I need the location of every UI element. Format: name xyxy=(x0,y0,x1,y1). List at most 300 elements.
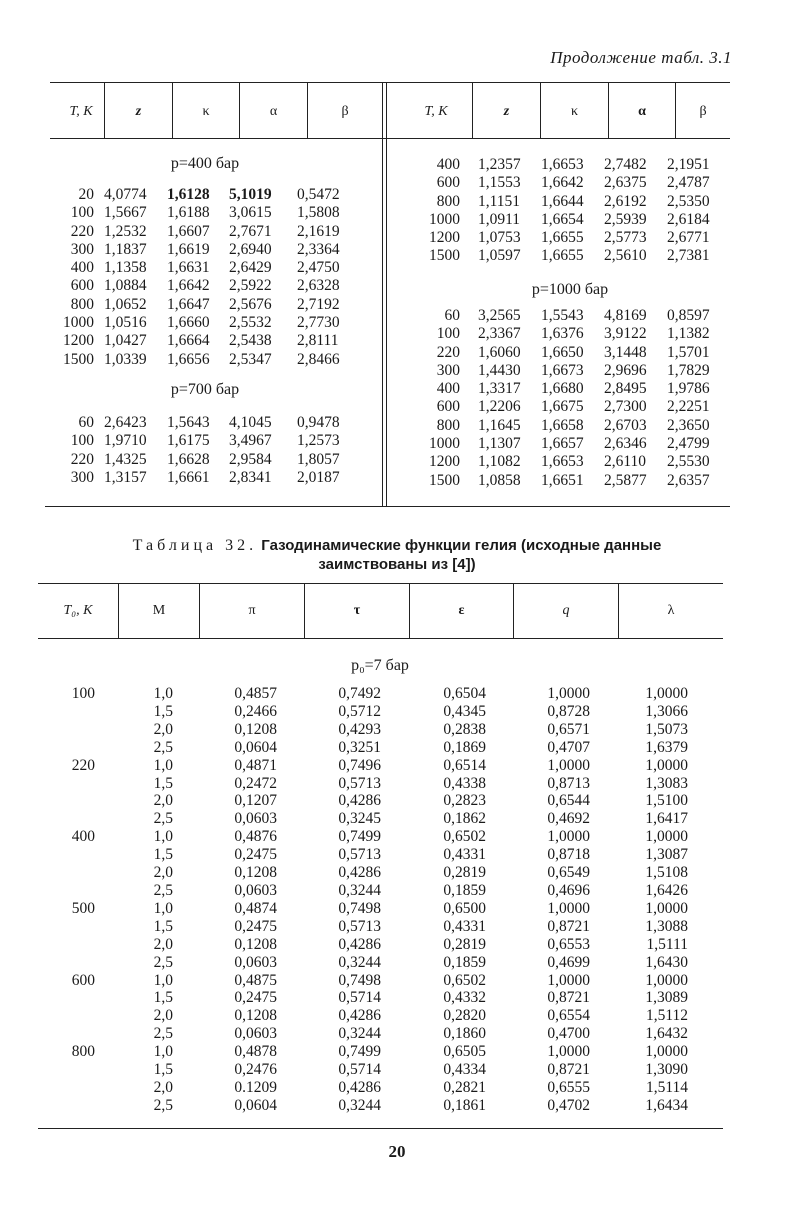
cell-z: 1,2532 xyxy=(104,222,147,240)
cell-beta: 2,7192 xyxy=(297,295,340,313)
cell-alpha: 2,6346 xyxy=(604,435,647,453)
cell-tau: 0,4293 xyxy=(338,720,381,738)
cell-tau: 0,7496 xyxy=(338,756,381,774)
cell-z: 1,4430 xyxy=(478,361,521,379)
table31-top-rule xyxy=(50,82,730,83)
table32-top-rule xyxy=(38,583,723,584)
cell-pi: 0,4874 xyxy=(234,899,277,917)
cell-T: 220 xyxy=(70,450,94,468)
table-row xyxy=(50,469,359,487)
cell-alpha: 2,6940 xyxy=(229,240,272,258)
cell-T0-empty xyxy=(55,864,95,882)
cell-pi: 0,1207 xyxy=(234,792,277,810)
cell-M: 2,5 xyxy=(153,1025,173,1043)
rows-400bar-cont xyxy=(413,156,725,266)
cell-z: 1,5667 xyxy=(104,204,147,222)
table31-header-beta: β xyxy=(341,104,349,119)
cell-beta: 1,5701 xyxy=(667,343,710,361)
cell-alpha: 2,5877 xyxy=(604,471,647,489)
cell-q: 0,4702 xyxy=(547,1096,590,1114)
cell-q: 0,4707 xyxy=(547,738,590,756)
table-row xyxy=(55,989,688,1007)
table31-header-rule xyxy=(50,138,730,139)
cell-beta: 2,5530 xyxy=(667,453,710,471)
table-row xyxy=(413,417,725,435)
cell-beta: 2,4787 xyxy=(667,174,710,192)
cell-beta: 0,8597 xyxy=(667,307,710,324)
cell-epsilon: 0,4331 xyxy=(443,846,486,864)
table-row xyxy=(55,846,688,864)
table31-header-z: z xyxy=(503,104,510,119)
continuation-caption: Продолжение табл. 3.1 xyxy=(550,48,732,67)
table-row xyxy=(55,792,688,810)
cell-alpha: 3,1448 xyxy=(604,343,647,361)
table-row xyxy=(55,900,688,918)
cell-alpha: 2,5773 xyxy=(604,229,647,247)
rows-1000bar xyxy=(413,307,725,490)
cell-z: 1,0884 xyxy=(104,277,147,295)
table31-center-double-rule xyxy=(382,83,383,506)
cell-beta: 2,6328 xyxy=(297,277,340,295)
cell-T0-empty xyxy=(55,846,95,864)
cell-M: 1,0 xyxy=(153,971,173,989)
cell-pi: 0,4878 xyxy=(234,1043,277,1061)
cell-z: 1,0339 xyxy=(104,350,147,368)
cell-T0-empty xyxy=(55,739,95,757)
cell-q: 0,4692 xyxy=(547,810,590,828)
cell-tau: 0,4286 xyxy=(338,935,381,953)
cell-kappa: 1,5643 xyxy=(167,414,210,431)
cell-epsilon: 0,1860 xyxy=(443,1025,486,1043)
cell-z: 1,1151 xyxy=(478,192,521,210)
cell-tau: 0,7498 xyxy=(338,899,381,917)
cell-beta: 2,4799 xyxy=(667,435,710,453)
cell-beta: 2,6771 xyxy=(667,229,710,247)
cell-T: 400 xyxy=(70,259,94,277)
cell-q: 0,8718 xyxy=(547,846,590,864)
cell-alpha: 4,8169 xyxy=(604,307,647,324)
table-row xyxy=(413,398,725,416)
cell-pi: 0,1208 xyxy=(234,1007,277,1025)
cell-T: 100 xyxy=(70,204,94,222)
cell-beta: 2,7381 xyxy=(667,247,710,265)
cell-M: 2,5 xyxy=(153,1096,173,1114)
table-row xyxy=(55,1079,688,1097)
table-row xyxy=(413,435,725,453)
cell-lambda: 1,6417 xyxy=(645,810,688,828)
table31-block-1000bar xyxy=(413,307,725,490)
table32-group-400 xyxy=(55,828,688,900)
cell-kappa: 1,6656 xyxy=(167,350,210,368)
table31-center-double-rule xyxy=(386,83,387,506)
cell-T: 600 xyxy=(436,174,460,192)
cell-beta: 2,1619 xyxy=(297,222,340,240)
table-row xyxy=(50,259,359,277)
table-row xyxy=(50,432,359,450)
cell-q: 1,0000 xyxy=(547,1043,590,1061)
cell-kappa: 1,6607 xyxy=(167,222,210,240)
cell-lambda: 1,6432 xyxy=(645,1025,688,1043)
cell-T: 1200 xyxy=(63,332,94,350)
cell-kappa: 1,6673 xyxy=(541,361,584,379)
cell-q: 0,8721 xyxy=(547,1061,590,1079)
table-row xyxy=(413,325,725,343)
cell-kappa: 1,6376 xyxy=(541,325,584,343)
cell-M: 2,5 xyxy=(153,810,173,828)
table-row xyxy=(413,229,725,247)
cell-q: 1,0000 xyxy=(547,828,590,846)
pressure-label: p=700 бар xyxy=(170,381,240,398)
cell-epsilon: 0,1859 xyxy=(443,953,486,971)
table-row xyxy=(55,1025,688,1043)
cell-lambda: 1,3088 xyxy=(645,917,688,935)
cell-beta: 1,9786 xyxy=(667,380,710,398)
cell-M: 2,5 xyxy=(153,738,173,756)
cell-kappa: 1,6675 xyxy=(541,398,584,416)
cell-T: 220 xyxy=(70,222,94,240)
cell-T: 60 xyxy=(444,307,460,324)
cell-lambda: 1,6426 xyxy=(645,881,688,899)
cell-T0: 600 xyxy=(71,971,95,989)
cell-T0-empty xyxy=(55,1061,95,1079)
cell-z: 1,2357 xyxy=(478,156,521,173)
cell-M: 2,0 xyxy=(153,792,173,810)
cell-M: 2,5 xyxy=(153,881,173,899)
cell-kappa: 1,6658 xyxy=(541,416,584,434)
cell-alpha: 2,5347 xyxy=(229,350,272,368)
table32-header-epsilon: ε xyxy=(458,603,465,618)
cell-T0-empty xyxy=(55,775,95,793)
cell-tau: 0,4286 xyxy=(338,1007,381,1025)
cell-M: 1,5 xyxy=(153,917,173,935)
cell-T: 1500 xyxy=(429,247,460,265)
cell-M: 1,5 xyxy=(153,846,173,864)
table-row xyxy=(50,414,359,432)
cell-T0-empty xyxy=(55,954,95,972)
cell-kappa: 1,6188 xyxy=(167,204,210,222)
cell-M: 1,0 xyxy=(153,685,173,702)
table-row xyxy=(50,314,359,332)
cell-alpha: 2,6429 xyxy=(229,259,272,277)
cell-kappa: 1,6642 xyxy=(541,174,584,192)
cell-beta: 2,6357 xyxy=(667,471,710,489)
table31-header-z: z xyxy=(135,104,142,119)
table-row xyxy=(50,204,359,222)
cell-T: 1200 xyxy=(429,453,460,471)
table32-header-T0: T₀, K xyxy=(63,603,93,618)
cell-kappa: 1,6664 xyxy=(167,332,210,350)
cell-alpha: 2,7300 xyxy=(604,398,647,416)
cell-epsilon: 0,6504 xyxy=(443,685,486,702)
table32-group-220 xyxy=(55,757,688,829)
cell-T: 1000 xyxy=(63,314,94,332)
cell-q: 0,6553 xyxy=(547,935,590,953)
table32-pressure-label: p₀=7 бар xyxy=(351,657,409,674)
cell-T0-empty xyxy=(55,721,95,739)
table32-group-100 xyxy=(55,685,688,757)
cell-lambda: 1,3089 xyxy=(645,989,688,1007)
cell-q: 0,6554 xyxy=(547,1007,590,1025)
table32-bottom-rule xyxy=(38,1128,723,1129)
cell-beta: 2,4750 xyxy=(297,259,340,277)
cell-lambda: 1,5112 xyxy=(645,1007,688,1025)
cell-pi: 0,0604 xyxy=(234,1096,277,1114)
cell-q: 0,6549 xyxy=(547,864,590,882)
cell-alpha: 2,5939 xyxy=(604,210,647,228)
cell-kappa: 1,6653 xyxy=(541,453,584,471)
table-row xyxy=(413,453,725,471)
cell-T0-empty xyxy=(55,936,95,954)
cell-T: 1000 xyxy=(429,210,460,228)
cell-pi: 0,2476 xyxy=(234,1061,277,1079)
cell-pi: 0,4857 xyxy=(234,685,277,702)
cell-tau: 0,3244 xyxy=(338,953,381,971)
cell-lambda: 1,3090 xyxy=(645,1061,688,1079)
cell-lambda: 1,3083 xyxy=(645,774,688,792)
cell-q: 0,4700 xyxy=(547,1025,590,1043)
cell-T0: 100 xyxy=(71,685,95,702)
cell-M: 1,0 xyxy=(153,828,173,846)
cell-lambda: 1,5111 xyxy=(646,935,688,953)
cell-epsilon: 0,4338 xyxy=(443,774,486,792)
table31-block-400bar-continued xyxy=(413,156,725,266)
table32-title-line1: Газодинамические функции гелия (исходные данные xyxy=(261,537,662,554)
cell-z: 1,1358 xyxy=(104,259,147,277)
cell-epsilon: 0,1869 xyxy=(443,738,486,756)
cell-beta: 2,5350 xyxy=(667,192,710,210)
cell-tau: 0,4286 xyxy=(338,864,381,882)
cell-kappa: 1,6655 xyxy=(541,229,584,247)
cell-kappa: 1,6644 xyxy=(541,192,584,210)
table32-label: Таблица 32. xyxy=(132,537,258,554)
cell-epsilon: 0,4334 xyxy=(443,1061,486,1079)
cell-T0-empty xyxy=(55,1007,95,1025)
cell-pi: 0,0603 xyxy=(234,810,277,828)
cell-alpha: 3,4967 xyxy=(229,432,272,450)
table32-group-500 xyxy=(55,900,688,972)
cell-beta: 2,3364 xyxy=(297,240,340,258)
cell-pi: 0,0603 xyxy=(234,881,277,899)
table31-block-400bar xyxy=(50,186,359,369)
cell-lambda: 1,0000 xyxy=(645,685,688,702)
cell-tau: 0,4286 xyxy=(338,1078,381,1096)
table-row xyxy=(413,472,725,490)
cell-beta: 0,9478 xyxy=(297,414,340,431)
cell-pi: 0,4876 xyxy=(234,828,277,846)
cell-beta: 1,1382 xyxy=(667,325,710,343)
cell-T0-empty xyxy=(55,810,95,828)
cell-tau: 0,7499 xyxy=(338,828,381,846)
cell-epsilon: 0,2838 xyxy=(443,720,486,738)
cell-M: 2,0 xyxy=(153,935,173,953)
cell-epsilon: 0,2823 xyxy=(443,792,486,810)
cell-pi: 0,0604 xyxy=(234,738,277,756)
cell-beta: 2,3650 xyxy=(667,416,710,434)
cell-alpha: 2,6192 xyxy=(604,192,647,210)
cell-T: 220 xyxy=(436,343,460,361)
cell-lambda: 1,5114 xyxy=(645,1078,688,1096)
table-row xyxy=(55,936,688,954)
cell-beta: 0,5472 xyxy=(297,186,340,203)
table-row xyxy=(55,954,688,972)
table-row xyxy=(55,1097,688,1115)
table-row xyxy=(55,972,688,990)
cell-alpha: 2,7482 xyxy=(604,156,647,173)
cell-q: 0,8721 xyxy=(547,989,590,1007)
cell-pi: 0,4871 xyxy=(234,756,277,774)
cell-T: 1200 xyxy=(429,229,460,247)
cell-lambda: 1,6430 xyxy=(645,953,688,971)
table32-header-q: q xyxy=(562,603,570,618)
cell-alpha: 2,5610 xyxy=(604,247,647,265)
cell-tau: 0,3244 xyxy=(338,1025,381,1043)
pressure-label: p=1000 бар xyxy=(531,281,609,298)
cell-beta: 2,7730 xyxy=(297,314,340,332)
table-row xyxy=(50,451,359,469)
cell-lambda: 1,0000 xyxy=(645,828,688,846)
table-row xyxy=(413,307,725,325)
table31-header-alpha: α xyxy=(269,104,278,119)
cell-z: 1,1082 xyxy=(478,453,521,471)
cell-lambda: 1,6379 xyxy=(645,738,688,756)
cell-kappa: 1,6631 xyxy=(167,259,210,277)
cell-epsilon: 0,1861 xyxy=(443,1096,486,1114)
cell-beta: 2,2251 xyxy=(667,398,710,416)
table-row xyxy=(50,223,359,241)
table32-header-lambda: λ xyxy=(667,603,675,618)
table32-header-M: M xyxy=(152,603,166,618)
cell-q: 1,0000 xyxy=(547,899,590,917)
table-row xyxy=(50,332,359,350)
cell-z: 4,0774 xyxy=(104,186,147,203)
cell-beta: 1,8057 xyxy=(297,450,340,468)
cell-T: 1000 xyxy=(429,435,460,453)
pressure-label: p=400 бар xyxy=(170,155,240,172)
table32-header-tau: τ xyxy=(353,603,361,618)
cell-pi: 0,0603 xyxy=(234,1025,277,1043)
cell-kappa: 1,6647 xyxy=(167,295,210,313)
cell-beta: 2,1951 xyxy=(667,156,710,173)
cell-M: 1,0 xyxy=(153,1043,173,1061)
cell-M: 2,0 xyxy=(153,864,173,882)
cell-q: 1,0000 xyxy=(547,685,590,702)
cell-T0-empty xyxy=(55,918,95,936)
table-row xyxy=(55,864,688,882)
table31-block-700bar xyxy=(50,414,359,487)
cell-M: 1,5 xyxy=(153,702,173,720)
cell-epsilon: 0,2819 xyxy=(443,864,486,882)
cell-q: 0,6571 xyxy=(547,720,590,738)
cell-pi: 0,1208 xyxy=(234,720,277,738)
cell-beta: 1,2573 xyxy=(297,432,340,450)
cell-T0-empty xyxy=(55,989,95,1007)
cell-tau: 0,5713 xyxy=(338,846,381,864)
cell-z: 1,0652 xyxy=(104,295,147,313)
cell-kappa: 1,6661 xyxy=(167,468,210,486)
cell-kappa: 1,5543 xyxy=(541,307,584,324)
cell-kappa: 1,6651 xyxy=(541,471,584,489)
cell-epsilon: 0,6505 xyxy=(443,1043,486,1061)
cell-pi: 0,2475 xyxy=(234,917,277,935)
table32-group-600 xyxy=(55,972,688,1044)
cell-z: 2,6423 xyxy=(104,414,147,431)
cell-beta: 1,7829 xyxy=(667,361,710,379)
cell-epsilon: 0,2821 xyxy=(443,1078,486,1096)
cell-q: 0,6544 xyxy=(547,792,590,810)
cell-T: 800 xyxy=(436,192,460,210)
cell-beta: 2,6184 xyxy=(667,210,710,228)
cell-alpha: 3,9122 xyxy=(604,325,647,343)
page-number: 20 xyxy=(388,1142,406,1161)
cell-kappa: 1,6657 xyxy=(541,435,584,453)
cell-T: 300 xyxy=(70,240,94,258)
cell-q: 0,8713 xyxy=(547,774,590,792)
cell-z: 1,6060 xyxy=(478,343,521,361)
cell-tau: 0,3251 xyxy=(338,738,381,756)
cell-T: 800 xyxy=(436,416,460,434)
cell-T: 600 xyxy=(70,277,94,295)
table31-header-kappa: κ xyxy=(570,104,579,119)
cell-alpha: 2,6375 xyxy=(604,174,647,192)
table-row xyxy=(55,739,688,757)
cell-epsilon: 0,1862 xyxy=(443,810,486,828)
cell-q: 1,0000 xyxy=(547,756,590,774)
cell-M: 1,5 xyxy=(153,1061,173,1079)
cell-T0-empty xyxy=(55,703,95,721)
cell-tau: 0,5714 xyxy=(338,989,381,1007)
cell-z: 3,2565 xyxy=(478,307,521,324)
table32-header-pi: π xyxy=(248,603,256,618)
table-row xyxy=(55,918,688,936)
cell-z: 2,3367 xyxy=(478,325,521,343)
cell-kappa: 1,6128 xyxy=(167,186,210,203)
cell-T: 400 xyxy=(436,380,460,398)
cell-T: 800 xyxy=(70,295,94,313)
cell-M: 1,0 xyxy=(153,756,173,774)
table-row xyxy=(413,247,725,265)
cell-epsilon: 0,6514 xyxy=(443,756,486,774)
cell-pi: 0,2472 xyxy=(234,774,277,792)
cell-M: 2,0 xyxy=(153,1007,173,1025)
cell-alpha: 4,1045 xyxy=(229,414,272,431)
table-row xyxy=(413,174,725,192)
cell-epsilon: 0,1859 xyxy=(443,881,486,899)
table-row xyxy=(55,810,688,828)
cell-pi: 0,2466 xyxy=(234,702,277,720)
cell-tau: 0,7499 xyxy=(338,1043,381,1061)
cell-z: 1,1837 xyxy=(104,240,147,258)
cell-kappa: 1,6642 xyxy=(167,277,210,295)
cell-lambda: 1,0000 xyxy=(645,1043,688,1061)
cell-kappa: 1,6680 xyxy=(541,380,584,398)
table31-header-T: T, K xyxy=(424,104,448,119)
cell-beta: 2,8466 xyxy=(297,350,340,368)
cell-z: 1,1307 xyxy=(478,435,521,453)
cell-tau: 0,5712 xyxy=(338,702,381,720)
table32-header-rule xyxy=(38,638,723,639)
table-row xyxy=(55,757,688,775)
cell-epsilon: 0,4332 xyxy=(443,989,486,1007)
cell-z: 1,9710 xyxy=(104,432,147,450)
cell-tau: 0,7492 xyxy=(338,685,381,702)
table-row xyxy=(55,703,688,721)
cell-z: 1,0753 xyxy=(478,229,521,247)
table31-header-T: T, K xyxy=(69,104,93,119)
cell-T: 1500 xyxy=(63,350,94,368)
cell-kappa: 1,6654 xyxy=(541,210,584,228)
cell-tau: 0,3244 xyxy=(338,1096,381,1114)
cell-pi: 0,4875 xyxy=(234,971,277,989)
